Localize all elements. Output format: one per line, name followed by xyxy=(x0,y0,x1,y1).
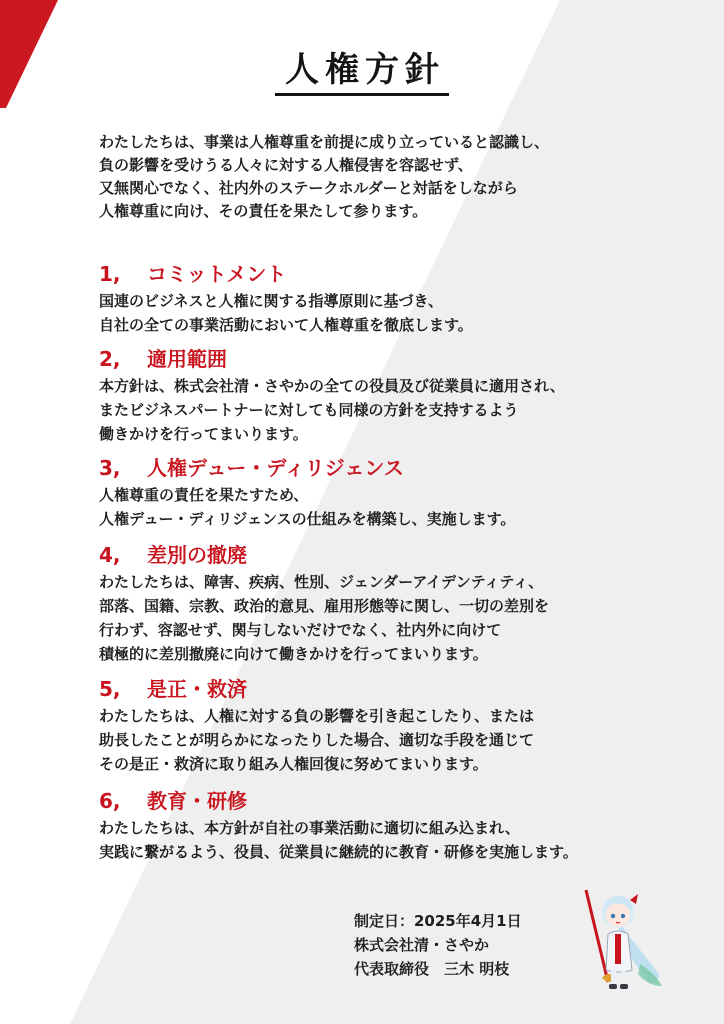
body-line: わたしたちは、人権に対する負の影響を引き起こしたり、または xyxy=(99,707,535,725)
section-heading xyxy=(99,346,709,372)
body-line: またビジネスパートナーに対しても同様の方針を支持するよう xyxy=(99,401,519,419)
body-line: 部落、国籍、宗教、政治的意見、雇用形態等に関し、一切の差別を xyxy=(99,597,550,615)
section-body xyxy=(99,704,709,776)
section-heading xyxy=(99,788,709,814)
body-line: わたしたちは、本方針が自社の事業活動に適切に組み込まれ、 xyxy=(99,819,520,837)
section-title: 是正・救済 xyxy=(147,677,247,701)
section-education xyxy=(99,788,709,864)
section-body xyxy=(99,483,709,531)
section-heading xyxy=(99,676,709,702)
section-anti-discrimination xyxy=(99,542,709,666)
intro-line: わたしたちは、事業は人権尊重を前提に成り立っていると認識し、 xyxy=(99,133,550,151)
section-body xyxy=(99,289,709,337)
section-scope xyxy=(99,346,709,446)
intro-line: 又無関心でなく、社内外のステークホルダーと対話をしながら xyxy=(99,179,518,197)
section-remedy xyxy=(99,676,709,776)
section-title: 差別の撤廃 xyxy=(147,543,247,567)
established-date: 制定日：2025年4月1日 xyxy=(354,912,522,930)
body-line: 実践に繋がるよう、役員、従業員に継続的に教育・研修を実施します。 xyxy=(99,843,578,861)
section-title: コミットメント xyxy=(147,262,287,286)
body-line: 積極的に差別撤廃に向けて働きかけを行ってまいります。 xyxy=(99,645,488,663)
representative-name: 代表取締役 三木 明枝 xyxy=(354,960,510,978)
body-line: 自社の全ての事業活動において人権尊重を徹底します。 xyxy=(99,316,473,334)
body-line: わたしたちは、障害、疾病、性別、ジェンダーアイデンティティ、 xyxy=(99,573,544,591)
section-title: 教育・研修 xyxy=(147,789,247,813)
section-number: 2, xyxy=(99,347,121,371)
section-number: 5, xyxy=(99,677,121,701)
body-line: 助長したことが明らかになったりした場合、適切な手段を通じて xyxy=(99,731,535,749)
section-commitment xyxy=(99,261,709,337)
company-name: 株式会社清・さやか xyxy=(354,936,490,954)
body-line: 働きかけを行ってまいります。 xyxy=(99,425,308,443)
body-line: 国連のビジネスと人権に関する指導原則に基づき、 xyxy=(99,292,443,310)
section-title: 適用範囲 xyxy=(147,347,227,371)
section-title: 人権デュー・ディリジェンス xyxy=(147,456,404,480)
section-body xyxy=(99,374,709,446)
intro-paragraph xyxy=(99,131,699,223)
section-number: 6, xyxy=(99,789,121,813)
page-title: 人権方針 xyxy=(0,42,724,91)
mascot-character-illustration xyxy=(578,878,668,996)
body-line: 本方針は、株式会社清・さやかの全ての役員及び従業員に適用され、 xyxy=(99,377,565,395)
body-line: 人権デュー・ディリジェンスの仕組みを構築し、実施します。 xyxy=(99,510,516,528)
section-body xyxy=(99,570,709,666)
body-line: 行わず、容認せず、関与しないだけでなく、社内外に向けて xyxy=(99,621,502,639)
section-due-diligence xyxy=(99,455,709,531)
intro-line: 負の影響を受けうる人々に対する人権侵害を容認せず、 xyxy=(99,156,473,174)
section-body xyxy=(99,816,709,864)
section-heading xyxy=(99,455,709,481)
section-number: 1, xyxy=(99,262,121,286)
signature-block xyxy=(354,909,522,981)
section-number: 4, xyxy=(99,543,121,567)
section-heading xyxy=(99,542,709,568)
section-heading xyxy=(99,261,709,287)
body-line: その是正・救済に取り組み人権回復に努めてまいります。 xyxy=(99,755,488,773)
intro-line: 人権尊重に向け、その責任を果たして参ります。 xyxy=(99,202,428,220)
section-number: 3, xyxy=(99,456,121,480)
body-line: 人権尊重の責任を果たすため、 xyxy=(99,486,309,504)
